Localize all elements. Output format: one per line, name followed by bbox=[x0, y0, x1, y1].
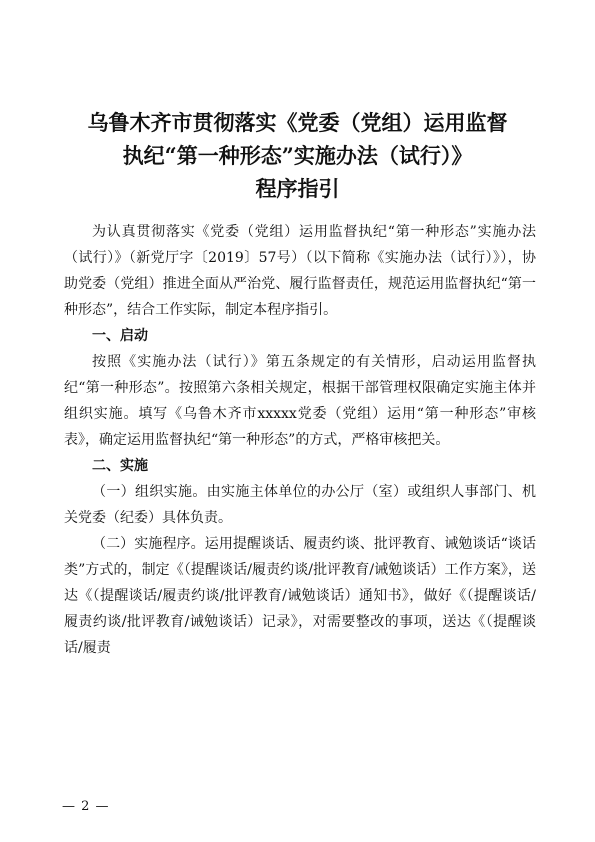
document-body bbox=[64, 219, 536, 661]
title-line-3: 程序指引 bbox=[255, 176, 340, 201]
intro-paragraph: 为认真贯彻落实《党委（党组）运用监督执纪“第一种形态”实施办法（试行）》（新党厅字〔2019〕57号）（以下简称《实施办法（试行）》），协助党委（党组）推进全面从严治党、履行监督责任，规范运用监督执纪“第一种形态”，结合工作实际，制定本程序指引。 bbox=[64, 224, 536, 318]
section-start-paragraph: 按照《实施办法（试行）》第五条规定的有关情形，启动运用监督执纪“第一种形态”。按照第六条相关规定，根据干部管理权限确定实施主体并组织实施。填写《乌鲁木齐市xxxxx党委（党组）运用“第一种形态”审核表》，确定运用监督执纪“第一种形态”的方式，严格审核把关。 bbox=[64, 354, 536, 448]
document-title bbox=[40, 106, 555, 205]
title-line-1: 乌鲁木齐市贯彻落实《党委（党组）运用监督 bbox=[87, 110, 508, 135]
section-heading-implement: 二、实施 bbox=[92, 458, 148, 474]
section-heading-start: 一、启动 bbox=[92, 328, 148, 344]
section-implement-paragraph-2: （二）实施程序。运用提醒谈话、履责约谈、批评教育、诫勉谈话“谈话类”方式的，制定《（提醒谈话/履责约谈/批评教育/诫勉谈话）工作方案》，送达《（提醒谈话/履责约谈/批评教育/诫勉谈话）通知书》，做好《（提醒谈话/履责约谈/批评教育/诫勉谈话）记录》，对需要整改的事项，送达《（提醒谈话/履责 bbox=[64, 536, 536, 656]
section-implement-paragraph-1: （一）组织实施。由实施主体单位的办公厅（室）或组织人事部门、机关党委（纪委）具体负责。 bbox=[64, 484, 536, 526]
page-number: — 2 — bbox=[62, 799, 110, 814]
title-line-2: 执纪“第一种形态”实施办法（试行）》 bbox=[122, 143, 473, 168]
